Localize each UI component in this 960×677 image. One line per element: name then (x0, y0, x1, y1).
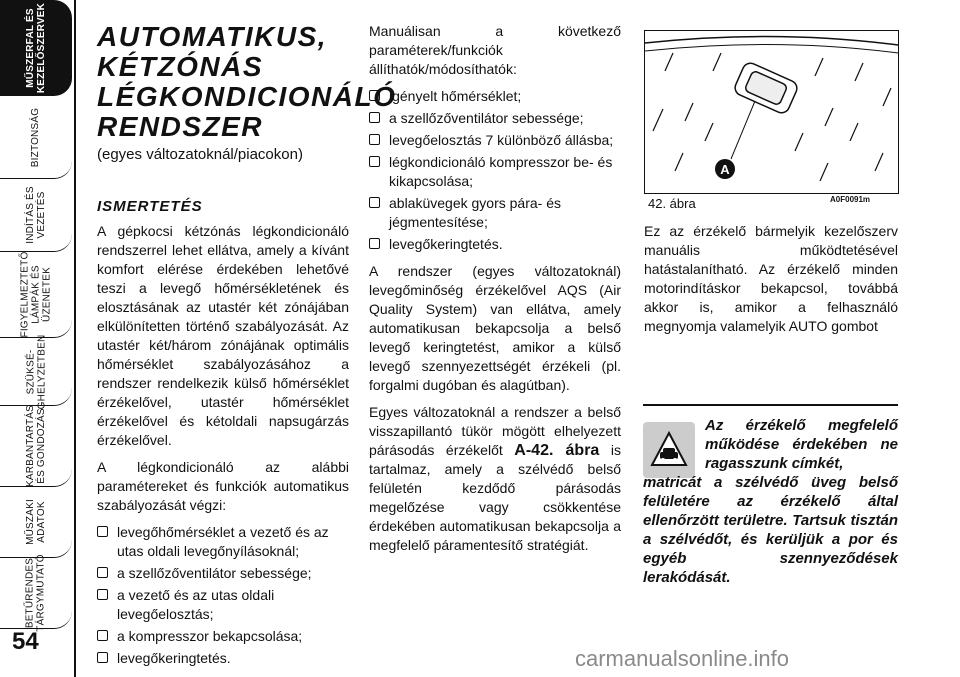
tab-label: FIGYELMEZTETŐ LÁMPÁK ÉS ÜZENETEK (19, 251, 53, 338)
list-item (369, 131, 621, 150)
checkbox-bullet-icon (97, 567, 108, 578)
checkbox-bullet-icon (97, 652, 108, 663)
tab-biztonsag[interactable] (0, 96, 72, 179)
tab-label: MŰSZERFAL ÉS KEZELŐSZERVEK (25, 2, 47, 93)
text-run: Egyes változatoknál a rendszer a belső visszapillantó tükör mögött elhelyezett párásodás érzékelőt (369, 404, 621, 458)
manual-function-list (369, 87, 621, 254)
tab-betrendes[interactable] (0, 554, 72, 632)
column-3 (644, 222, 898, 344)
list-item-text: légkondicionáló kompresszor be- és kikapcsolása; (389, 154, 613, 189)
warning-box (643, 404, 898, 586)
list-item-text: levegőkeringtetés. (117, 650, 231, 666)
tab-karbantartas[interactable] (0, 406, 72, 487)
text-run: is tartalmaz, amely a szélvédő belső felületén kezdődő párásodás megelőzése vagy csökkentése érdekében automatikusan bekapcsolja a megfelelő páramentesítő stratégiát. (369, 442, 621, 553)
list-item-text: levegőhőmérséklet a vezető és az utas oldali levegőnyílásoknál; (117, 524, 329, 559)
list-item-text: a szellőzőventilátor sebessége; (117, 565, 312, 581)
paragraph: Ez az érzékelő bármelyik kezelőszerv manuális működtetésével hatástalanítható. Az érzékelő minden motorindításkor bekapcsol, továbbá akkor is, amikor a felhasználó megnyomja valamelyik AUTO gombot (644, 223, 898, 334)
list-item (369, 87, 621, 106)
list-item (97, 586, 349, 624)
tab-label: KARBANTARTÁS ÉS GONDOZÁS (25, 404, 47, 488)
checkbox-bullet-icon (369, 90, 380, 101)
watermark: carmanualsonline.info (575, 646, 790, 671)
warning-rest: matricát a szélvédő üveg belső felületére az érzékelő által ellenőrzött területre. Tartsuk tisztán a szélvédőt, és kerüljük a por és egyéb szennyeződések lerakódását. (643, 474, 898, 586)
list-item (369, 194, 621, 232)
list-item (97, 627, 349, 646)
page-number: 54 (12, 628, 39, 655)
checkbox-bullet-icon (369, 112, 380, 123)
warning-text (643, 416, 898, 587)
tab-label: INDÍTÁS ÉS VEZETÉS (24, 186, 47, 244)
page-title: AUTOMATIKUS, KÉTZÓNÁS LÉGKONDICIONÁLÓ RENDSZER (97, 21, 397, 142)
paragraph: A gépkocsi kétzónás légkondicionáló rendszerrel lehet ellátva, amely a kívánt komfort elérése érdekében lehetővé teszi a levegő hőmérsékletének és elosztásának az utastér két zónájában elkülönítetten történő szabályozását. Az utastér két/három zónájának optimális hőmérséklet szabályozásához a rendszer rendelkezik külső hőmérséklet érzékelővel, utastér hőmérséklet érzékelővel és kétoldali napsugárzás érzékelővel. (97, 223, 349, 448)
figure-marker: A (720, 162, 730, 177)
figure-sensor-illustration (644, 30, 899, 194)
tab-label: MŰSZAKI ADATOK (24, 499, 47, 545)
paragraph: Manuálisan a következő paraméterek/funkciók állíthatók/módosíthatók: (369, 23, 621, 77)
list-item (97, 564, 349, 583)
list-item (369, 235, 621, 254)
list-item-text: levegőkeringtetés. (389, 236, 503, 252)
tab-muszaki[interactable] (0, 487, 72, 558)
list-item-text: ablaküvegek gyors pára- és jégmentesítése; (389, 195, 561, 230)
tab-label: SZÜKSÉ- GHELYZETBEN (25, 334, 47, 409)
sidebar-chapter-index (0, 0, 76, 677)
auto-function-list (97, 523, 349, 668)
column-1 (97, 222, 349, 676)
checkbox-bullet-icon (369, 134, 380, 145)
figure-reference: A-42. ábra (514, 442, 600, 459)
figure-code: A0F0091m (830, 195, 871, 204)
tab-inditas[interactable] (0, 179, 72, 252)
tab-label: BIZTONSÁG (30, 107, 42, 167)
warning-lead: Az érzékelő megfelelő működése érdekében ne ragasszunk címkét, (705, 417, 898, 472)
checkbox-bullet-icon (97, 526, 108, 537)
checkbox-bullet-icon (97, 630, 108, 641)
tab-muszerfal[interactable] (0, 0, 72, 96)
section-heading: ISMERTETÉS (97, 198, 203, 215)
paragraph (369, 403, 621, 555)
checkbox-bullet-icon (369, 238, 380, 249)
list-item (97, 649, 349, 668)
column-2 (369, 22, 621, 563)
list-item-text: igényelt hőmérséklet; (389, 88, 522, 104)
checkbox-bullet-icon (97, 589, 108, 600)
page-subtitle: (egyes változatoknál/piacokon) (97, 146, 303, 163)
list-item (369, 109, 621, 128)
list-item (97, 523, 349, 561)
sensor-drawing (645, 31, 898, 193)
tab-label: BETŰRENDES TÁRGYMUTATÓ (25, 554, 48, 632)
list-item-text: a vezető és az utas oldali levegőelosztás; (117, 587, 275, 622)
list-item-text: a kompresszor bekapcsolása; (117, 628, 303, 644)
tab-figyelmezteto[interactable] (0, 252, 72, 338)
checkbox-bullet-icon (369, 197, 380, 208)
list-item (369, 153, 621, 191)
paragraph: A légkondicionáló az alábbi paramétereket és funkciók automatikus szabályozását végzi: (97, 459, 349, 513)
tab-szukseghelyzet[interactable] (0, 334, 72, 409)
checkbox-bullet-icon (369, 156, 380, 167)
paragraph: A rendszer (egyes változatoknál) levegőminőség érzékelővel AQS (Air Quality System) van ellátva, amely automatikusan bekapcsolja a belső levegő keringtetést, amikor a külső levegő szennyezettségét érzékeli (pl. forgalmi dugóban és alagútban). (369, 263, 621, 393)
list-item-text: levegőelosztás 7 különböző állásba; (389, 132, 614, 148)
list-item-text: a szellőzőventilátor sebessége; (389, 110, 584, 126)
figure-caption: 42. ábra (648, 196, 696, 211)
